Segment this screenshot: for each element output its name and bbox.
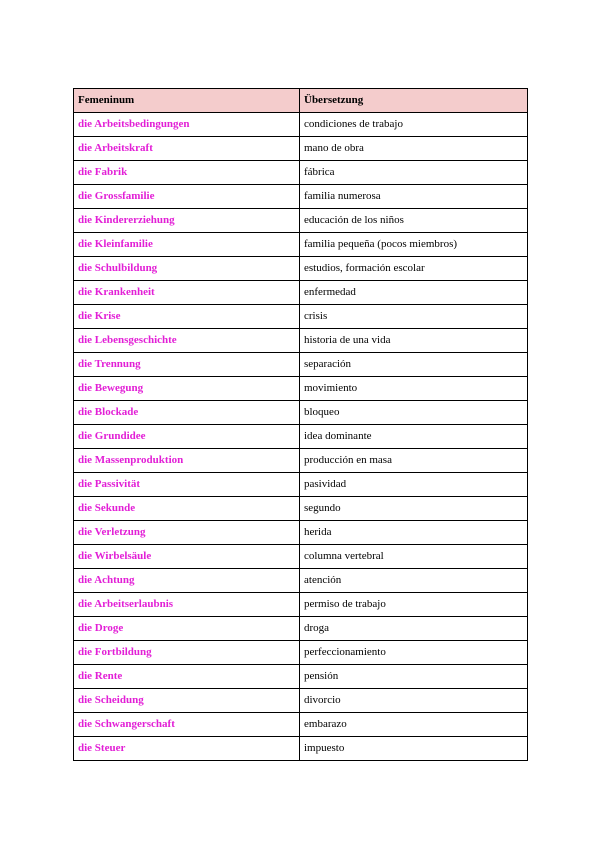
table-row (74, 473, 528, 497)
spanish-translation: fábrica (300, 161, 528, 185)
german-term: die Schulbildung (74, 257, 300, 281)
table-row (74, 737, 528, 761)
spanish-translation: pasividad (300, 473, 528, 497)
table-row (74, 137, 528, 161)
spanish-translation: bloqueo (300, 401, 528, 425)
table-row (74, 353, 528, 377)
german-term: die Achtung (74, 569, 300, 593)
german-term: die Bewegung (74, 377, 300, 401)
table-row (74, 281, 528, 305)
spanish-translation: producción en masa (300, 449, 528, 473)
header-femeninum: Femeninum (74, 89, 300, 113)
spanish-translation: idea dominante (300, 425, 528, 449)
table-row (74, 713, 528, 737)
table-row (74, 665, 528, 689)
table-row (74, 305, 528, 329)
spanish-translation: divorcio (300, 689, 528, 713)
german-term: die Schwangerschaft (74, 713, 300, 737)
spanish-translation: permiso de trabajo (300, 593, 528, 617)
spanish-translation: herida (300, 521, 528, 545)
vocabulary-table (73, 88, 528, 761)
german-term: die Krankenheit (74, 281, 300, 305)
german-term: die Sekunde (74, 497, 300, 521)
spanish-translation: separación (300, 353, 528, 377)
table-body (74, 113, 528, 761)
spanish-translation: enfermedad (300, 281, 528, 305)
german-term: die Steuer (74, 737, 300, 761)
german-term: die Droge (74, 617, 300, 641)
spanish-translation: atención (300, 569, 528, 593)
german-term: die Scheidung (74, 689, 300, 713)
table-row (74, 617, 528, 641)
spanish-translation: pensión (300, 665, 528, 689)
spanish-translation: segundo (300, 497, 528, 521)
german-term: die Krise (74, 305, 300, 329)
german-term: die Rente (74, 665, 300, 689)
table-row (74, 497, 528, 521)
header-uebersetzung: Übersetzung (300, 89, 528, 113)
german-term: die Kindererziehung (74, 209, 300, 233)
spanish-translation: estudios, formación escolar (300, 257, 528, 281)
table-row (74, 593, 528, 617)
table-row (74, 185, 528, 209)
german-term: die Verletzung (74, 521, 300, 545)
spanish-translation: droga (300, 617, 528, 641)
spanish-translation: impuesto (300, 737, 528, 761)
german-term: die Lebensgeschichte (74, 329, 300, 353)
german-term: die Passivität (74, 473, 300, 497)
german-term: die Arbeitserlaubnis (74, 593, 300, 617)
german-term: die Wirbelsäule (74, 545, 300, 569)
table-row (74, 401, 528, 425)
german-term: die Massenproduktion (74, 449, 300, 473)
table-row (74, 257, 528, 281)
spanish-translation: educación de los niños (300, 209, 528, 233)
table-row (74, 449, 528, 473)
table-row (74, 209, 528, 233)
german-term: die Grossfamilie (74, 185, 300, 209)
spanish-translation: historia de una vida (300, 329, 528, 353)
german-term: die Fabrik (74, 161, 300, 185)
german-term: die Arbeitskraft (74, 137, 300, 161)
german-term: die Arbeitsbedingungen (74, 113, 300, 137)
german-term: die Blockade (74, 401, 300, 425)
table-row (74, 641, 528, 665)
spanish-translation: familia numerosa (300, 185, 528, 209)
table-row (74, 425, 528, 449)
table-header-row (74, 89, 528, 113)
spanish-translation: movimiento (300, 377, 528, 401)
spanish-translation: condiciones de trabajo (300, 113, 528, 137)
table-row (74, 113, 528, 137)
german-term: die Kleinfamilie (74, 233, 300, 257)
german-term: die Trennung (74, 353, 300, 377)
table-row (74, 689, 528, 713)
table-row (74, 545, 528, 569)
table-row (74, 233, 528, 257)
spanish-translation: embarazo (300, 713, 528, 737)
spanish-translation: crisis (300, 305, 528, 329)
spanish-translation: columna vertebral (300, 545, 528, 569)
spanish-translation: perfeccionamiento (300, 641, 528, 665)
table-row (74, 521, 528, 545)
german-term: die Fortbildung (74, 641, 300, 665)
table-row (74, 161, 528, 185)
table-row (74, 569, 528, 593)
spanish-translation: familia pequeña (pocos miembros) (300, 233, 528, 257)
german-term: die Grundidee (74, 425, 300, 449)
table-row (74, 377, 528, 401)
table-row (74, 329, 528, 353)
spanish-translation: mano de obra (300, 137, 528, 161)
